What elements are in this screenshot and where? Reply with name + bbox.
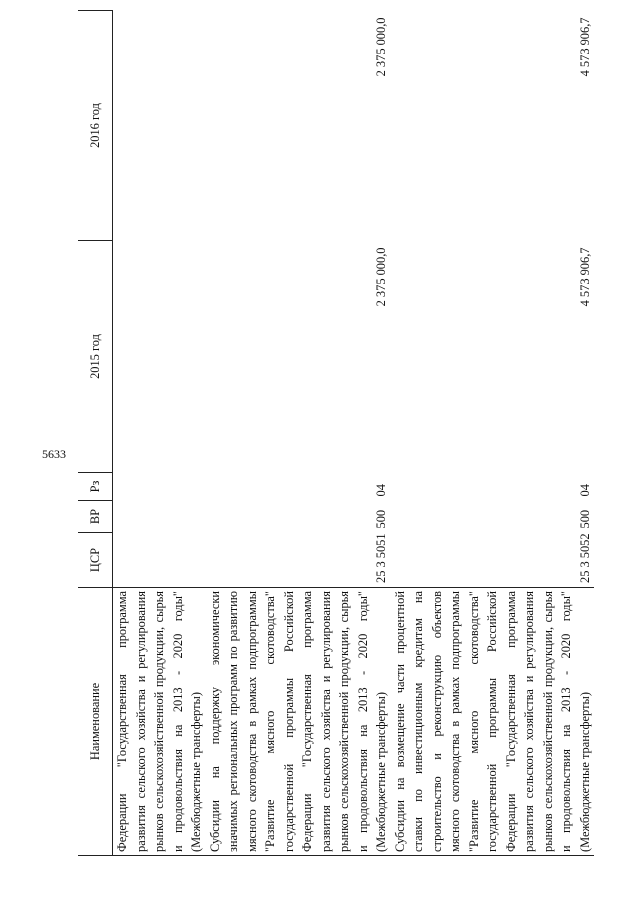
name-line: рынков сельскохозяйственной продукции, сырья <box>337 591 351 852</box>
header-vr: ВР <box>78 501 113 533</box>
name-line: развития сельского хозяйства и регулирования <box>318 591 333 852</box>
header-rz: Рз <box>78 473 113 501</box>
name-line: (Межбюджетные трансферты) <box>189 692 203 852</box>
name-line: ставки по инвестиционным кредитам на <box>411 591 425 852</box>
table-row <box>391 11 595 856</box>
name-line: значимых региональных программ по развитию <box>226 591 240 852</box>
row-2016: 2 375 000,0 <box>374 17 388 77</box>
header-2015: 2015 год <box>78 241 113 473</box>
header-name: Наименование <box>78 588 113 856</box>
row-vr <box>113 501 206 533</box>
row-2016: 4 573 906,7 <box>577 17 592 77</box>
header-row <box>78 11 113 856</box>
header-2016: 2016 год <box>78 11 113 241</box>
row-vr: 500 <box>374 509 388 529</box>
name-line: и продовольствия на 2013 - 2020 годы" <box>355 591 370 852</box>
row-2015: 4 573 906,7 <box>577 247 592 307</box>
name-line: государственной программы Российской <box>281 591 296 852</box>
name-line: и продовольствия на 2013 - 2020 годы" <box>170 591 185 852</box>
name-line: Федерации "Государственная программа <box>503 591 518 852</box>
row-2015 <box>113 241 206 473</box>
name-line: мясного скотоводства в рамках подпрограммы <box>244 591 259 852</box>
name-line: Федерации "Государственная программа <box>115 591 129 852</box>
rotated-table-container <box>78 11 603 856</box>
row-2015: 2 375 000,0 <box>374 247 388 307</box>
row-vr: 500 <box>577 509 592 529</box>
name-line: и продовольствия на 2013 - 2020 годы" <box>559 591 573 852</box>
row-csr: 25 3 5052 <box>577 533 592 583</box>
table-row <box>113 11 206 856</box>
name-line: Субсидии на возмещение части процентной <box>392 591 407 852</box>
row-name <box>206 588 391 856</box>
name-line: "Развитие мясного скотоводства" <box>466 591 481 852</box>
name-line: мясного скотоводства в рамках подпрограммы <box>448 591 462 852</box>
table-row <box>206 11 391 856</box>
name-line: рынков сельскохозяйственной продукции, сырья <box>152 591 166 852</box>
name-line: (Межбюджетные трансферты) <box>374 692 388 852</box>
row-rz <box>113 473 206 501</box>
row-rz: 04 <box>374 484 388 497</box>
name-line: развития сельского хозяйства и регулирования <box>133 591 148 852</box>
name-line: Субсидии на поддержку экономически <box>207 591 222 852</box>
name-line: (Межбюджетные трансферты) <box>577 692 592 852</box>
name-line: рынков сельскохозяйственной продукции, сырья <box>540 591 555 852</box>
name-line: государственной программы Российской <box>485 591 499 852</box>
row-2016 <box>113 11 206 241</box>
name-line: "Развитие мясного скотоводства" <box>263 591 277 852</box>
row-csr: 25 3 5051 <box>374 533 388 583</box>
name-line: развития сельского хозяйства и регулирования <box>522 591 536 852</box>
budget-table <box>78 10 594 856</box>
name-line: строительство и реконструкцию объектов <box>429 591 444 852</box>
page-number: 5633 <box>42 447 66 461</box>
row-rz: 04 <box>577 484 592 497</box>
name-line: Федерации "Государственная программа <box>300 591 314 852</box>
row-name <box>391 588 595 856</box>
row-name <box>113 588 206 856</box>
row-csr <box>113 533 206 588</box>
header-csr: ЦСР <box>78 533 113 588</box>
